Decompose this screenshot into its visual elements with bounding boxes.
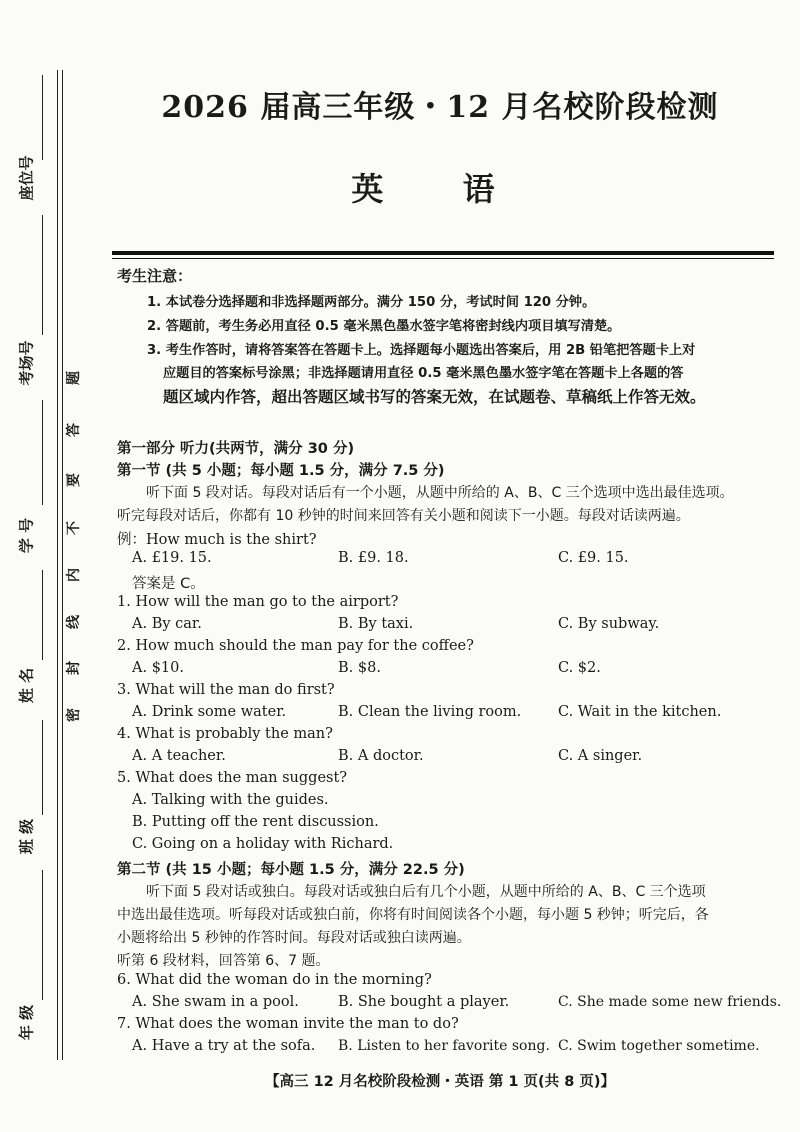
question-5: 5. What does the man suggest? xyxy=(117,770,348,786)
notice-item: 题区域内作答，超出答题区域书写的答案无效，在试题卷、草稿纸上作答无效。 xyxy=(163,388,706,406)
option-a: A. Talking with the guides. xyxy=(132,792,329,808)
notice-item: 应题目的答案标号涂黑；非选择题请用直径 0.5 毫米黑色墨水签字笔在答题卡上各题的答 xyxy=(163,366,684,381)
question-4: 4. What is probably the man? xyxy=(117,726,333,742)
option-c: C. £9. 15. xyxy=(558,550,629,566)
section2-instructions: 中选出最佳选项。听每段对话或独白前，你将有时间阅读各个小题，每小题 5 秒钟；听完后，各 xyxy=(117,907,709,923)
notice-item: 3. 考生作答时，请将答案答在答题卡上。选择题每小题选出答案后，用 2B 铅笔把答题卡上对 xyxy=(147,343,696,358)
question-1: 1. How will the man go to the airport? xyxy=(117,594,399,610)
section1-instructions: 听下面 5 段对话。每段对话后有一个小题，从题中所给的 A、B、C 三个选项中选出最佳选项。 xyxy=(146,485,734,501)
header-rule-thick xyxy=(112,251,774,255)
option-c: C. Swim together sometime. xyxy=(558,1038,760,1054)
option-c: C. $2. xyxy=(558,660,601,676)
seal-char: 密 xyxy=(66,708,82,722)
option-b: B. Listen to her favorite song. xyxy=(338,1038,550,1054)
exam-title: 2026 届高三年级・12 月名校阶段检测 xyxy=(161,90,719,125)
notice-heading: 考生注意： xyxy=(117,267,193,285)
name-label: 姓 名 xyxy=(17,667,36,704)
page-footer: 【高三 12 月名校阶段检测・英语 第 1 页(共 8 页)】 xyxy=(265,1074,615,1090)
seal-line-outer xyxy=(57,70,58,1060)
material-note: 听第 6 段材料，回答第 6、7 题。 xyxy=(117,953,330,969)
option-a: A. £19. 15. xyxy=(132,550,212,566)
section2-heading: 第二节 (共 15 小题；每小题 1.5 分，满分 22.5 分) xyxy=(117,862,465,878)
seal-char: 答 xyxy=(66,423,82,437)
seal-char: 线 xyxy=(66,615,82,629)
subject-title: 英 语 xyxy=(351,170,529,208)
option-a: A. A teacher. xyxy=(132,748,226,764)
seat-number-line xyxy=(42,75,43,160)
option-a: A. She swam in a pool. xyxy=(132,994,299,1010)
part1-heading: 第一部分 听力(共两节，满分 30 分) xyxy=(117,441,355,457)
option-a: A. Have a try at the sofa. xyxy=(132,1038,316,1054)
student-number-line xyxy=(42,400,43,505)
example-answer: 答案是 C。 xyxy=(132,576,205,592)
section2-instructions: 小题将给出 5 秒钟的作答时间。每段对话或独白读两遍。 xyxy=(117,930,471,946)
option-b: B. $8. xyxy=(338,660,381,676)
question-6: 6. What did the woman do in the morning? xyxy=(117,972,432,988)
grade-line xyxy=(42,870,43,1000)
notice-item: 1. 本试卷分选择题和非选择题两部分。满分 150 分，考试时间 120 分钟。 xyxy=(147,295,596,310)
seal-char: 要 xyxy=(66,473,82,487)
option-c: C. Wait in the kitchen. xyxy=(558,704,722,720)
question-3: 3. What will the man do first? xyxy=(117,682,335,698)
class-label: 班 级 xyxy=(17,818,36,855)
option-c: C. She made some new friends. xyxy=(558,994,782,1010)
option-b: B. Clean the living room. xyxy=(338,704,522,720)
seal-char: 封 xyxy=(66,661,82,675)
option-c: C. Going on a holiday with Richard. xyxy=(132,836,394,852)
option-a: A. Drink some water. xyxy=(132,704,287,720)
name-line xyxy=(42,570,43,660)
notice-item: 2. 答题前，考生务必用直径 0.5 毫米黑色墨水签字笔将密封线内项目填写清楚。 xyxy=(147,319,621,334)
header-rule-thin xyxy=(112,258,774,259)
option-b: B. A doctor. xyxy=(338,748,424,764)
option-b: B. Putting off the rent discussion. xyxy=(132,814,379,830)
exam-room-line xyxy=(42,215,43,335)
seat-number-label: 座位号 xyxy=(17,155,36,201)
option-c: C. A singer. xyxy=(558,748,643,764)
option-a: A. By car. xyxy=(132,616,202,632)
option-b: B. By taxi. xyxy=(338,616,414,632)
class-line xyxy=(42,720,43,815)
example-question: 例：How much is the shirt? xyxy=(117,532,317,548)
section1-instructions: 听完每段对话后，你都有 10 秒钟的时间来回答有关小题和阅读下一小题。每段对话读两遍。 xyxy=(117,508,690,524)
seal-char: 题 xyxy=(66,371,82,385)
option-c: C. By subway. xyxy=(558,616,660,632)
question-2: 2. How much should the man pay for the coffee? xyxy=(117,638,474,654)
question-7: 7. What does the woman invite the man to do? xyxy=(117,1016,459,1032)
option-a: A. $10. xyxy=(132,660,184,676)
option-b: B. She bought a player. xyxy=(338,994,510,1010)
exam-room-label: 考场号 xyxy=(17,340,36,386)
seal-char: 内 xyxy=(66,568,82,582)
grade-label: 年 级 xyxy=(17,1004,36,1041)
seal-char: 不 xyxy=(66,521,82,535)
section2-instructions: 听下面 5 段对话或独白。每段对话或独白后有几个小题，从题中所给的 A、B、C 三个选项 xyxy=(146,884,706,900)
section1-heading: 第一节 (共 5 小题；每小题 1.5 分，满分 7.5 分) xyxy=(117,463,445,479)
student-number-label: 学 号 xyxy=(17,517,36,554)
option-b: B. £9. 18. xyxy=(338,550,409,566)
